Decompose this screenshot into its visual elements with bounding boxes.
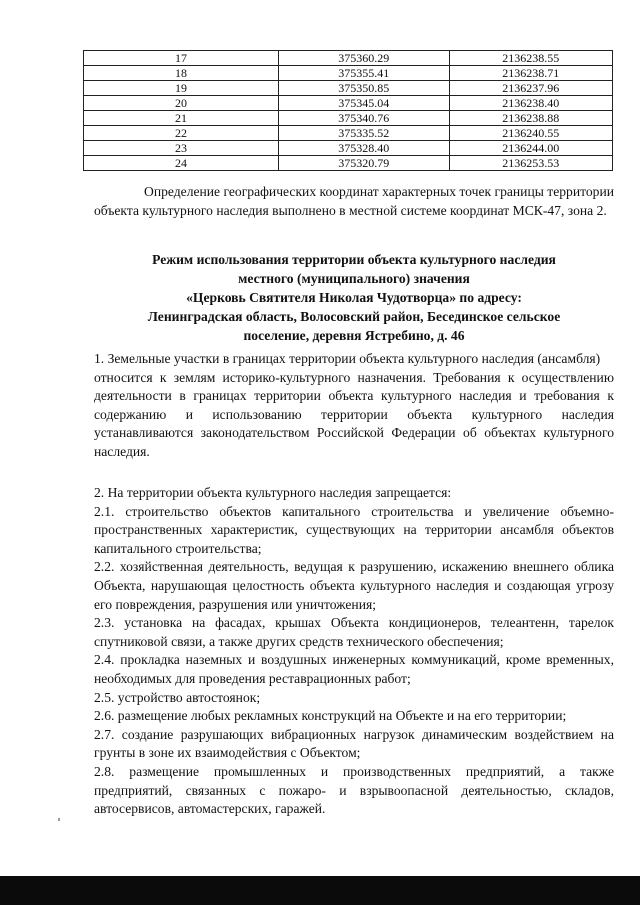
prohibition-item: 2.4. прокладка наземных и воздушных инженерных коммуникаций, кроме временных, необходимых для проведения реставрационных работ;	[94, 652, 614, 686]
heading-line-4: Ленинградская область, Волосовский район, Бесединское сельское	[147, 309, 561, 324]
prohibition-item: 2.2. хозяйственная деятельность, ведущая к разрушению, искажению внешнего облика Объекта, нарушающая целостность объекта культурного наследия и создающая угрозу его повреждения, разрушения или уничтожения;	[94, 559, 614, 612]
coordinates-table-body	[84, 51, 613, 171]
y-coordinate-cell: 2136240.55	[449, 126, 613, 141]
x-coordinate-cell: 375320.79	[279, 156, 449, 171]
x-coordinate-cell: 375360.29	[279, 51, 449, 66]
section-1-first-line: 1. Земельные участки в границах территории объекта культурного наследия (ансамбля)	[94, 351, 601, 366]
x-coordinate-cell: 375328.40	[279, 141, 449, 156]
prohibition-item: 2.8. размещение промышленных и производственных предприятий, а также предприятий, связанных с пожаро- и взрывоопасной деятельностью, складов, автосервисов, автомастерских, гаражей.	[94, 763, 614, 817]
section-2-title: 2. На территории объекта культурного наследия запрещается:	[94, 485, 452, 500]
section-2	[94, 484, 614, 819]
prohibition-item: 2.6. размещение любых рекламных конструкций на Объекте и на его территории;	[94, 708, 567, 724]
coordinate-system-note: Определение географических координат характерных точек границы территории объекта культурного наследия выполнено в местной системе координат МСК-47, зона 2.	[94, 184, 615, 218]
heading-line-1: Режим использования территории объекта культурного наследия	[152, 252, 556, 267]
point-number-cell: 22	[84, 126, 279, 141]
coordinates-table	[83, 50, 613, 171]
point-number-cell: 24	[84, 156, 279, 171]
point-number-cell: 21	[84, 111, 279, 126]
y-coordinate-cell: 2136237.96	[449, 81, 613, 96]
y-coordinate-cell: 2136238.71	[449, 66, 613, 81]
table-row	[84, 141, 613, 156]
section-1	[94, 350, 614, 462]
y-coordinate-cell: 2136253.53	[449, 156, 613, 171]
x-coordinate-cell: 375345.04	[279, 96, 449, 111]
regime-heading	[94, 250, 614, 345]
scan-bottom-edge	[0, 876, 640, 905]
prohibition-item: 2.5. устройство автостоянок;	[94, 689, 261, 705]
scan-speck	[58, 818, 60, 821]
table-row	[84, 156, 613, 171]
point-number-cell: 17	[84, 51, 279, 66]
point-number-cell: 18	[84, 66, 279, 81]
heading-line-5: поселение, деревня Ястребино, д. 46	[243, 328, 465, 343]
y-coordinate-cell: 2136238.88	[449, 111, 613, 126]
point-number-cell: 19	[84, 81, 279, 96]
y-coordinate-cell: 2136238.55	[449, 51, 613, 66]
point-number-cell: 20	[84, 96, 279, 111]
table-row	[84, 51, 613, 66]
heading-line-3: «Церковь Святителя Николая Чудотворца» по адресу:	[186, 290, 522, 305]
section-1-body: относится к землям историко-культурного назначения. Требования к осуществлению деятельности в границах территории объекта культурного наследия и требования к содержанию и использованию территории объекта культурного наследия устанавливаются законодательством Российской Федерации об объектах культурного наследия.	[94, 369, 614, 459]
table-row	[84, 126, 613, 141]
prohibition-item: 2.3. установка на фасадах, крышах Объекта кондиционеров, телеантенн, тарелок спутниковой связи, а также других средств технического обеспечения;	[94, 615, 614, 649]
y-coordinate-cell: 2136238.40	[449, 96, 613, 111]
table-row	[84, 111, 613, 126]
prohibition-item: 2.7. создание разрушающих вибрационных нагрузок динамическим воздействием на грунты в зоне их взаимодействия с Объектом;	[94, 726, 614, 761]
x-coordinate-cell: 375355.41	[279, 66, 449, 81]
heading-line-2: местного (муниципального) значения	[238, 271, 470, 286]
prohibition-item: 2.1. строительство объектов капитального строительства и увеличение объемно-пространственных характеристик, существующих на территории ансамбля объектов капитального строительства;	[94, 503, 614, 556]
table-row	[84, 96, 613, 111]
table-row	[84, 81, 613, 96]
y-coordinate-cell: 2136244.00	[449, 141, 613, 156]
point-number-cell: 23	[84, 141, 279, 156]
x-coordinate-cell: 375340.76	[279, 111, 449, 126]
x-coordinate-cell: 375350.85	[279, 81, 449, 96]
table-row	[84, 66, 613, 81]
x-coordinate-cell: 375335.52	[279, 126, 449, 141]
